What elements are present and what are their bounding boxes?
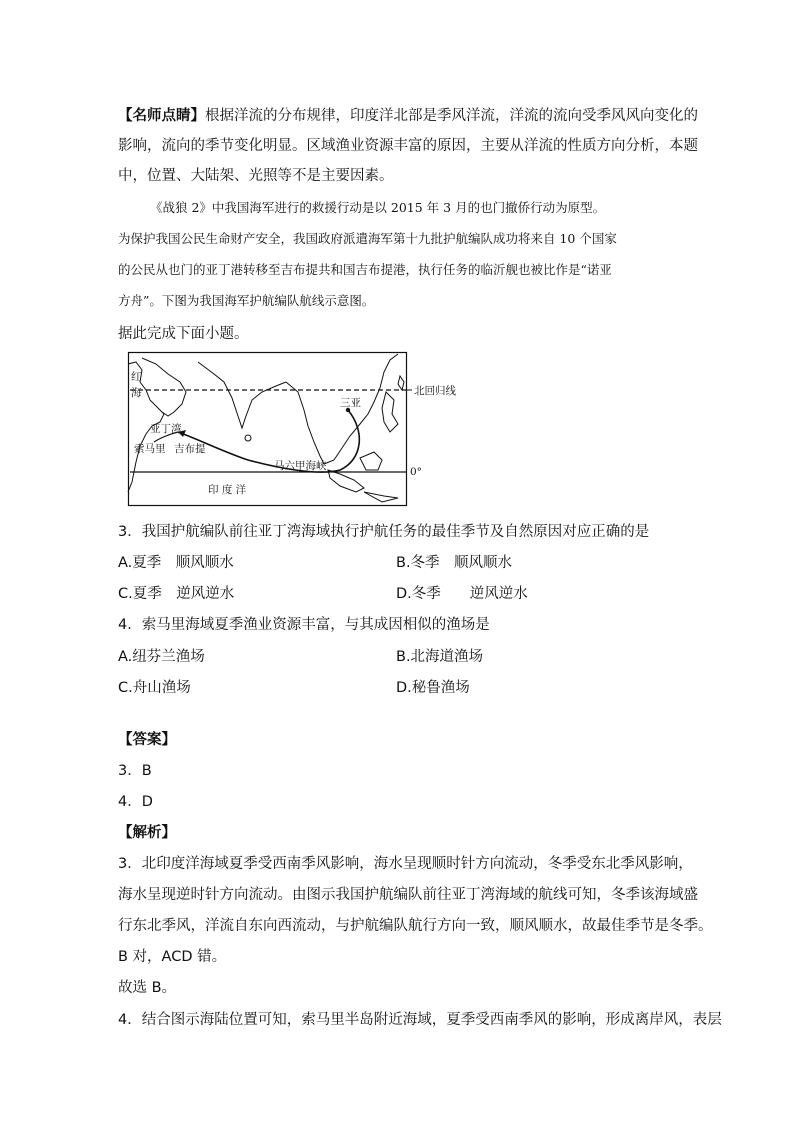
label-somalia: 索马里 — [134, 443, 166, 455]
q4-option-d: D.秘鲁渔场 — [396, 680, 470, 696]
route-map — [128, 352, 456, 506]
tip-label: 【名师点睛】 — [118, 108, 205, 124]
label-tropic: 北回归线 — [414, 385, 456, 397]
label-gulf-aden: 亚丁湾 — [150, 423, 182, 435]
answer-heading: 【答案】 — [118, 732, 176, 748]
analysis-line-5: 故选 B。 — [118, 980, 177, 996]
label-djibouti: 吉布提 — [174, 443, 206, 455]
label-red-sea-2: 海 — [131, 387, 142, 399]
tip-line-3: 中，位置、大陆架、光照等不是主要因素。 — [118, 168, 394, 184]
q4-option-a: A.纽芬兰渔场 — [118, 649, 205, 665]
q3-option-c: C.夏季 逆风逆水 — [118, 586, 235, 602]
q3-option-d: D.冬季 逆风逆水 — [396, 586, 528, 602]
label-malacca: 马六甲海峡 — [274, 460, 327, 472]
label-sanya: 三亚 — [340, 397, 361, 409]
analysis-line-1: 3．北印度洋海域夏季受西南季风影响，海水呈现顺时针方向流动，冬季受东北季风影响， — [118, 856, 693, 872]
q3-option-a: A.夏季 顺风顺水 — [118, 555, 234, 571]
analysis-line-3: 行东北季风，洋流自东向西流动，与护航编队航行方向一致，顺风顺水，故最佳季节是冬季。 — [118, 918, 713, 934]
label-indian-ocean: 印 度 洋 — [208, 484, 247, 496]
analysis-heading: 【解析】 — [118, 825, 176, 841]
analysis-line-4: B 对，ACD 错。 — [118, 949, 227, 965]
analysis-line-6: 4．结合图示海陆位置可知，索马里半岛附近海域，夏季受西南季风的影响，形成离岸风，表层 — [118, 1012, 722, 1028]
label-equator: 0° — [410, 466, 422, 478]
question-4-stem: 4．索马里海域夏季渔业资源丰富，与其成因相似的渔场是 — [118, 617, 490, 633]
question-3-stem: 3．我国护航编队前往亚丁湾海域执行护航任务的最佳季节及自然原因对应正确的是 — [118, 524, 650, 540]
q4-option-c: C.舟山渔场 — [118, 680, 191, 696]
passage-line-4: 方舟”。下图为我国海军护航编队航线示意图。 — [118, 293, 375, 308]
label-red-sea-1: 红 — [131, 371, 142, 383]
q3-option-b: B.冬季 顺风顺水 — [396, 555, 513, 571]
answer-4: 4．D — [118, 794, 153, 810]
passage-line-2: 为保护我国公民生命财产安全，我国政府派遣海军第十九批护航编队成功将来自 10 个国家 — [118, 231, 617, 246]
passage-line-3: 的公民从也门的亚丁港转移至吉布提共和国吉布提港，执行任务的临沂舰也被比作是“诺亚 — [118, 262, 612, 277]
tip-line-1: 【名师点睛】根据洋流的分布规律，印度洋北部是季风洋流，洋流的流向受季风风向变化的 — [118, 108, 698, 124]
passage-line-1: 《战狼 2》中我国海军进行的救援行动是以 2015 年 3 月的也门撤侨行动为原型。 — [150, 200, 606, 215]
answer-3: 3．B — [118, 763, 152, 779]
q4-option-b: B.北海道渔场 — [396, 649, 484, 665]
instruction: 据此完成下面小题。 — [118, 326, 249, 342]
tip-line-2: 影响，流向的季节变化明显。区域渔业资源丰富的原因，主要从洋流的性质方向分析，本题 — [118, 138, 698, 154]
analysis-line-2: 海水呈现逆时针方向流动。由图示我国护航编队前往亚丁湾海域的航线可知，冬季该海域盛 — [118, 887, 698, 903]
